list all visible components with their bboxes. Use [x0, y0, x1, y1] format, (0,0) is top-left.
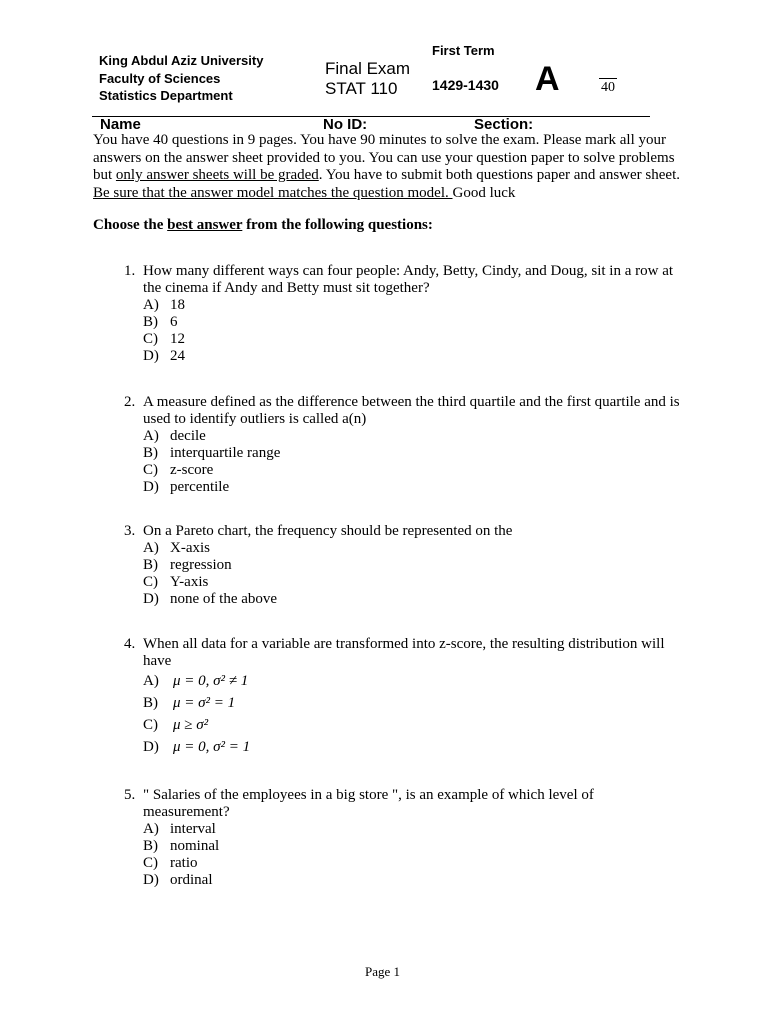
option-letter: D) [143, 591, 159, 607]
question-number: 3. [124, 523, 136, 539]
question-number: 5. [124, 787, 136, 803]
option-letter: B) [143, 838, 158, 854]
option-text: 18 [170, 297, 185, 313]
choose-underlined: best answer [167, 217, 243, 233]
option-text: interquartile range [170, 445, 281, 461]
option-letter: D) [143, 872, 159, 888]
option-text: μ = σ² = 1 [173, 695, 236, 711]
options-list [143, 540, 684, 608]
option-letter: D) [143, 479, 159, 495]
option-text: decile [170, 428, 206, 444]
question-number: 1. [124, 263, 136, 279]
option-text: μ = 0, σ² = 1 [173, 739, 251, 755]
option-text: Y-axis [170, 574, 209, 590]
option-a [143, 673, 684, 695]
term-label: First Term [432, 43, 495, 58]
page-number: Page 1 [365, 964, 401, 979]
option-d [143, 348, 684, 365]
option-text: μ ≥ σ² [173, 717, 209, 733]
option-text: μ = 0, σ² ≠ 1 [173, 673, 249, 689]
option-a [143, 821, 684, 838]
university-name: King Abdul Aziz University [99, 53, 264, 68]
question-5 [124, 787, 684, 889]
question-text: " Salaries of the employees in a big store ", is an example of which level of measurement? [143, 787, 594, 820]
option-letter: B) [143, 445, 158, 461]
option-d [143, 479, 684, 496]
question-text: When all data for a variable are transformed into z-score, the resulting distribution will have [143, 636, 665, 669]
option-b [143, 695, 684, 717]
options-list [143, 673, 684, 761]
option-text: interval [170, 821, 216, 837]
option-letter: D) [143, 739, 159, 755]
option-letter: B) [143, 695, 158, 711]
option-c [143, 717, 684, 739]
options-list [143, 297, 684, 365]
question-text: How many different ways can four people: Andy, Betty, Cindy, and Doug, sit in a row at the cinema if Andy and Betty must sit together? [143, 263, 674, 296]
option-letter: A) [143, 540, 159, 556]
exam-instructions [93, 132, 693, 202]
section-label: Section: [474, 116, 534, 133]
option-text: ordinal [170, 872, 213, 888]
instructions-underline-1: only answer sheets will be graded [115, 167, 319, 183]
question-number: 4. [124, 636, 136, 652]
option-letter: C) [143, 331, 158, 347]
option-letter: C) [143, 462, 158, 478]
option-b [143, 838, 684, 855]
option-text: percentile [170, 479, 230, 495]
question-2 [124, 394, 684, 496]
choose-prefix: Choose the [93, 217, 168, 233]
question-text: A measure defined as the difference between the third quartile and the first quartile and is used to identify outliers is called a(n) [143, 394, 680, 427]
option-text: ratio [170, 855, 198, 871]
exam-model-letter: A [535, 60, 560, 98]
option-text: X-axis [170, 540, 210, 556]
option-letter: D) [143, 348, 159, 364]
option-letter: A) [143, 821, 159, 837]
total-marks: 40 [601, 80, 615, 95]
option-c [143, 462, 684, 479]
option-text: 12 [170, 331, 185, 347]
id-label: No ID: [323, 116, 368, 133]
question-1 [124, 263, 684, 365]
option-c [143, 331, 684, 348]
option-letter: C) [143, 855, 158, 871]
question-number: 2. [124, 394, 136, 410]
instructions-text-1: You have 40 questions in 9 pages. You have 90 minutes to solve the exam. Please mark all your answers on the answer sheet provided to you. You can use your question paper to solve problems but [93, 132, 675, 183]
options-list [143, 821, 684, 889]
option-d [143, 872, 684, 889]
instructions-text-2: . You have to submit both questions paper and answer sheet. [318, 167, 680, 183]
option-letter: C) [143, 717, 158, 733]
option-c [143, 574, 684, 591]
options-list [143, 428, 684, 496]
option-letter: A) [143, 297, 159, 313]
option-text: 24 [170, 348, 185, 364]
department-name: Statistics Department [99, 88, 233, 103]
option-letter: A) [143, 673, 159, 689]
option-a [143, 540, 684, 557]
option-d [143, 591, 684, 608]
option-text: nominal [170, 838, 220, 854]
option-b [143, 314, 684, 331]
option-letter: B) [143, 557, 158, 573]
option-text: regression [170, 557, 232, 573]
question-text: On a Pareto chart, the frequency should be represented on the [143, 523, 513, 539]
option-b [143, 557, 684, 574]
course-code: STAT 110 [325, 79, 398, 98]
option-b [143, 445, 684, 462]
choose-suffix: from the following questions: [242, 217, 433, 233]
question-4 [124, 636, 684, 761]
option-c [143, 855, 684, 872]
instructions-text-3: Good luck [452, 184, 516, 201]
name-label: Name [100, 116, 141, 133]
option-text: none of the above [170, 591, 278, 607]
option-a [143, 428, 684, 445]
option-text: z-score [170, 462, 214, 478]
option-a [143, 297, 684, 314]
exam-title: Final Exam [325, 59, 411, 78]
option-letter: A) [143, 428, 159, 444]
institution-block [99, 52, 263, 105]
option-letter: B) [143, 314, 158, 330]
academic-year: 1429-1430 [432, 77, 499, 93]
option-letter: C) [143, 574, 158, 590]
exam-title-block [325, 59, 410, 99]
instructions-underline-2: Be sure that the answer model matches the question model. [93, 184, 453, 201]
choose-heading [93, 217, 433, 234]
option-text: 6 [170, 314, 178, 330]
question-3 [124, 523, 684, 608]
option-d [143, 739, 684, 761]
faculty-name: Faculty of Sciences [99, 70, 221, 86]
